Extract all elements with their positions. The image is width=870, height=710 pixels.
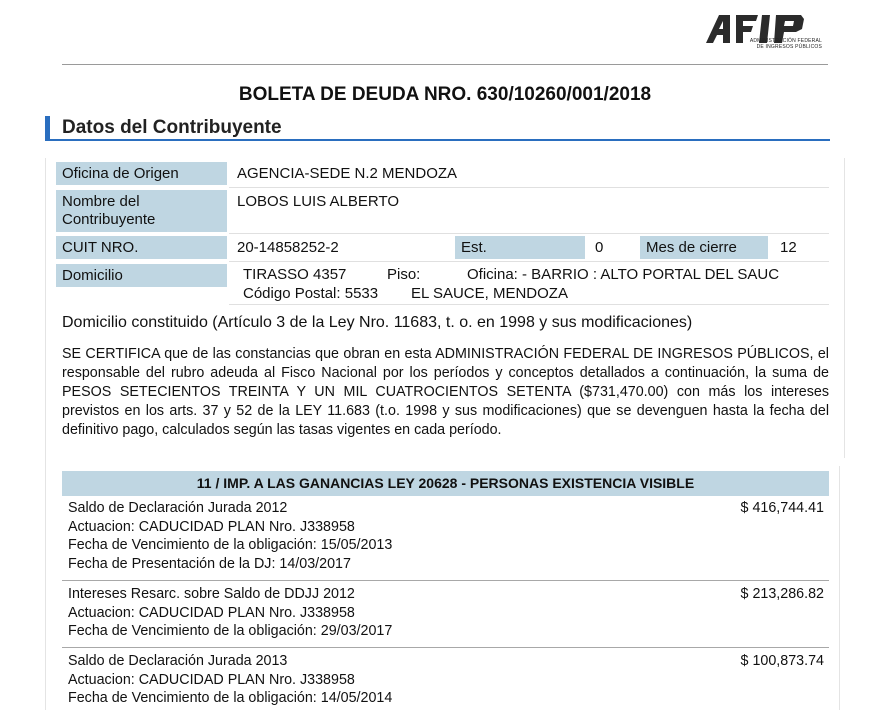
document-title: BOLETA DE DEUDA NRO. 630/10260/001/2018 — [238, 84, 652, 105]
cuit-label: CUIT NRO. — [56, 236, 227, 259]
row-divider — [229, 233, 829, 234]
item-presentacion: Fecha de Presentación de la DJ: 14/03/2017 — [68, 556, 351, 572]
section-title: Datos del Contribuyente — [62, 117, 282, 138]
est-value: 0 — [595, 239, 604, 256]
content-border-right-lower — [839, 466, 840, 710]
certificacion-text: SE CERTIFICA que de las constancias que obran en esta ADMINISTRACIÓN FEDERAL DE INGRESOS PÚBLICOS, el responsable del rubro adeuda al Fisco Nacional por los períodos y conceptos detallados a continuación, la suma de PESOS SETECIENTOS TREINTA Y UN MIL CUATROCIENTOS SETENTA ($731,470.00) con más los intereses previstos en los arts. 37 y 52 de la LEY 11.683 (t.o. 1998 y sus modificaciones) que se devenguen hasta la fecha del definitivo pago, calculados según las tasas vigentes en cada período. — [62, 346, 829, 438]
content-border-right — [844, 158, 845, 458]
oficina-origen-label: Oficina de Origen — [56, 162, 227, 185]
item-vencimiento: Fecha de Vencimiento de la obligación: 14/05/2014 — [68, 690, 393, 706]
oficina-origen-value: AGENCIA-SEDE N.2 MENDOZA — [237, 165, 458, 182]
domicilio-codigo-postal: Código Postal: 5533 — [243, 285, 379, 302]
item-concepto: Saldo de Declaración Jurada 2013 — [68, 653, 288, 669]
domicilio-piso: Piso: — [387, 266, 421, 283]
item-actuacion: Actuacion: CADUCIDAD PLAN Nro. J338958 — [68, 672, 355, 688]
section-accent-bar — [45, 116, 50, 140]
item-vencimiento: Fecha de Vencimiento de la obligación: 15/05/2013 — [68, 537, 393, 553]
item-concepto: Intereses Resarc. sobre Saldo de DDJJ 2012 — [68, 586, 355, 602]
mes-cierre-value: 12 — [780, 239, 797, 256]
item-vencimiento: Fecha de Vencimiento de la obligación: 29/03/2017 — [68, 623, 393, 639]
top-divider — [62, 64, 828, 65]
item-divider — [62, 580, 829, 581]
item-divider — [62, 647, 829, 648]
row-divider — [229, 187, 829, 188]
domicilio-oficina: Oficina: - BARRIO : ALTO PORTAL DEL SAUC — [467, 266, 780, 283]
row-divider — [229, 304, 829, 305]
est-label: Est. — [455, 236, 585, 259]
item-concepto: Saldo de Declaración Jurada 2012 — [68, 500, 288, 516]
item-amount: $ 416,744.41 — [740, 500, 824, 516]
section-divider — [45, 139, 830, 141]
domicilio-constituido: Domicilio constituido (Artículo 3 de la Ley Nro. 11683, t. o. en 1998 y sus modificaciones) — [62, 314, 693, 331]
item-actuacion: Actuacion: CADUCIDAD PLAN Nro. J338958 — [68, 605, 355, 621]
mes-cierre-label: Mes de cierre — [640, 236, 768, 259]
nombre-contribuyente-label: Nombre del Contribuyente — [56, 190, 227, 232]
item-amount: $ 100,873.74 — [740, 653, 824, 669]
item-actuacion: Actuacion: CADUCIDAD PLAN Nro. J338958 — [68, 519, 355, 535]
domicilio-localidad: EL SAUCE, MENDOZA — [411, 285, 568, 302]
row-divider — [229, 261, 829, 262]
impuesto-header: 11 / IMP. A LAS GANANCIAS LEY 20628 - PERSONAS EXISTENCIA VISIBLE — [62, 471, 829, 496]
cuit-value: 20-14858252-2 — [237, 239, 339, 256]
item-amount: $ 213,286.82 — [740, 586, 824, 602]
content-border-left — [45, 158, 46, 710]
nombre-contribuyente-value: LOBOS LUIS ALBERTO — [237, 193, 400, 210]
domicilio-calle: TIRASSO 4357 — [243, 266, 347, 283]
domicilio-label: Domicilio — [56, 264, 227, 287]
logo-subtitle: ADMINISTRACIÓN FEDERAL DE INGRESOS PÚBLICOS — [749, 38, 822, 50]
